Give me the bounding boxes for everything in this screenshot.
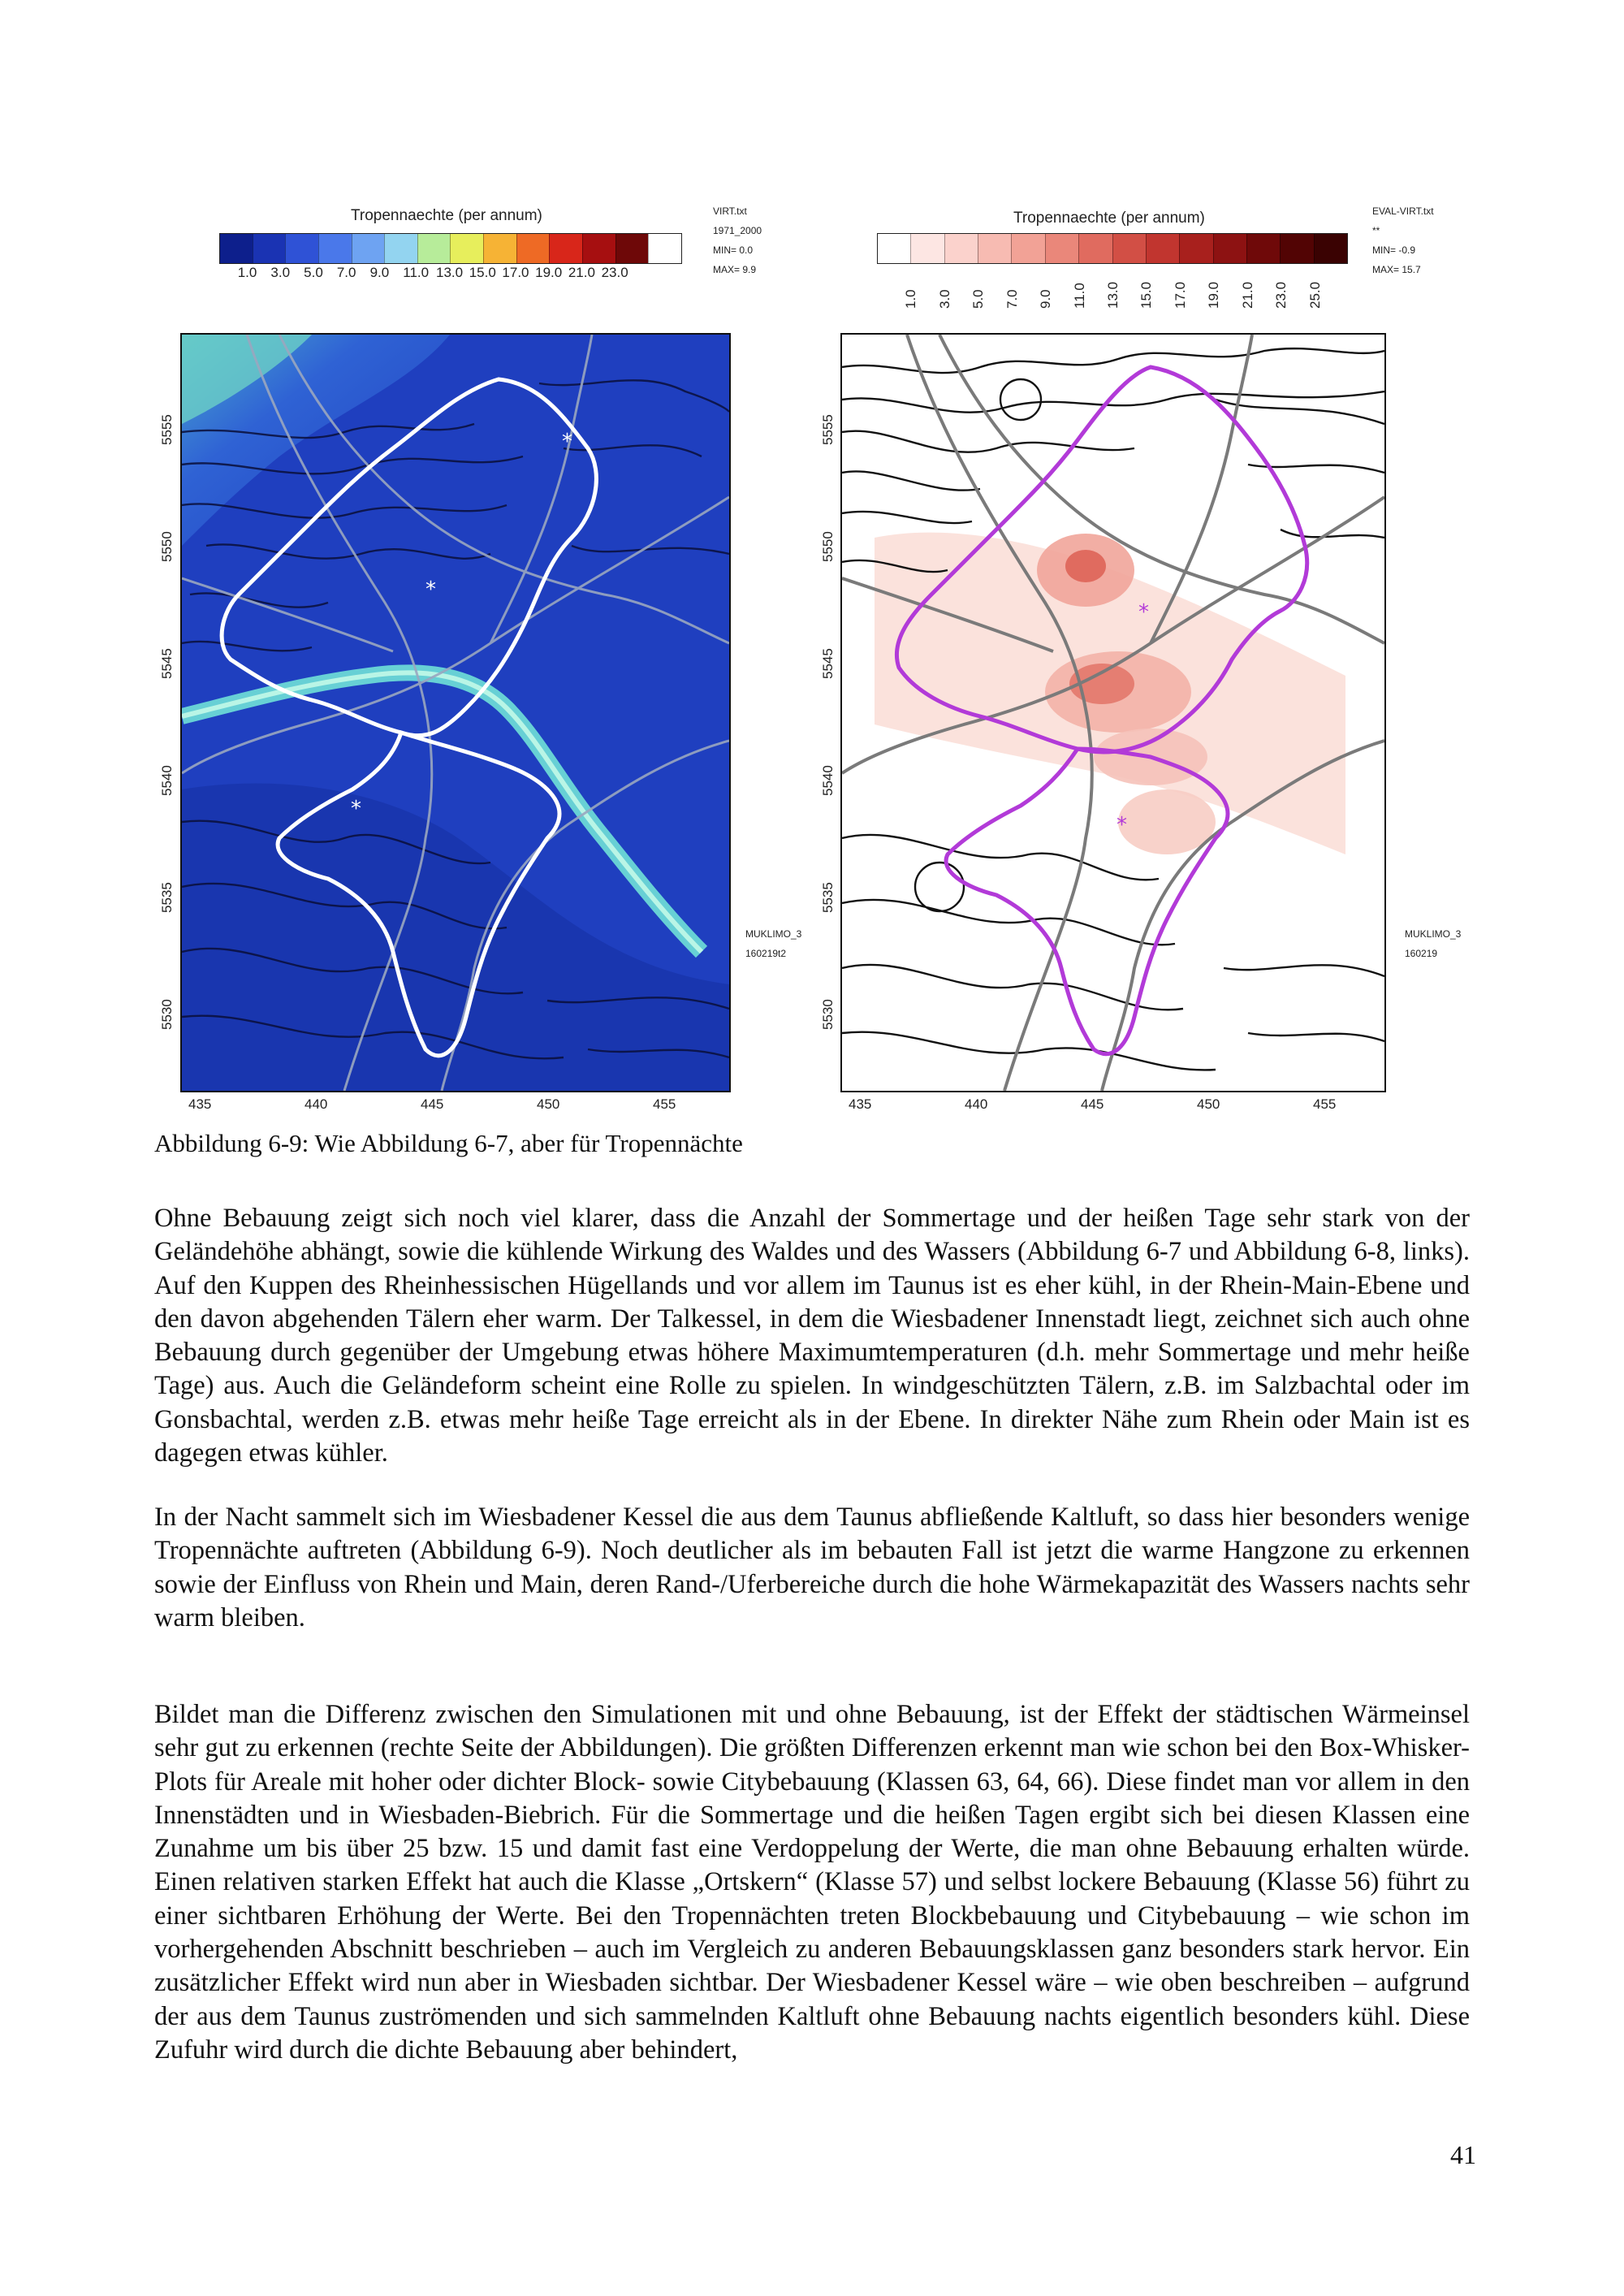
legend-label: 9.0	[369, 265, 390, 280]
legend-swatch	[1280, 234, 1313, 263]
legend-label: 1.0	[903, 289, 919, 309]
svg-text:*: *	[562, 430, 572, 454]
legend-label: 5.0	[304, 265, 323, 280]
left-x-tick: 450	[537, 1096, 560, 1112]
legend-label: 25.0	[1307, 281, 1323, 309]
left-y-tick: 5535	[159, 882, 175, 913]
right-x-tick: 455	[1313, 1096, 1337, 1112]
right-y-tick: 5545	[820, 648, 836, 679]
legend-label: 1.0	[237, 265, 257, 280]
left-y-tick: 5540	[159, 765, 175, 796]
legend-swatch	[978, 234, 1011, 263]
legend-swatch	[1011, 234, 1044, 263]
legend-swatch	[450, 234, 483, 263]
legend-label: 13.0	[1105, 281, 1121, 309]
legend-label: 21.0	[1239, 281, 1255, 309]
legend-swatch	[352, 234, 385, 263]
legend-swatch	[1314, 234, 1347, 263]
legend-label: 5.0	[970, 289, 987, 309]
legend-swatch	[582, 234, 615, 263]
legend-swatch	[1179, 234, 1212, 263]
paragraph-3: Bildet man die Differenz zwischen den Simulationen mit und ohne Bebauung, ist der Effekt der städtischen Wärmeinsel sehr gut zu erkennen (rechte Seite der Abbildungen). Die größten Differenzen erkennt man wie schon bei den Box-Whisker-Plots für Areale mit hoher oder dichter Block- sowie Citybebauung (Klassen 63, 64, 66). Diese findet man vor allem in den Innenstädten und in Wiesbaden-Biebrich. Für die Sommertage und die heißen Tagen ergibt sich bei diesen Klassen eine Zunahme um bis über 25 bzw. 15 und damit fast eine Verdoppelung der Werte, die man ohne Bebauung erhalten würde. Einen relativen starken Effekt hat auch die Klasse „Ortskern“ (Klasse 57) und selbst lockere Bebauung (Klasse 56) führt zu einer sichtbaren Erhöhung der Werte. Bei den Tropennächten treten Blockbebauung und Citybebauung – wie schon im vorhergehenden Abschnitt beschrieben – auch im Vergleich zu anderen Bebauungsklassen ganz besonders stark hervor. Ein zusätzlicher Effekt wird nun aber in Wiesbaden sichtbar. Der Wiesbadener Kessel wäre – wie oben beschreiben – aufgrund der aus dem Taunus zuströmenden und sich sammelnden Kaltluft ohne Bebauung nachts eigentlich besonders kühl. Diese Zufuhr wird durch die dichte Bebauung aber behindert,	[154, 1700, 1470, 2065]
paragraph-2: In der Nacht sammelt sich im Wiesbadener Kessel die aus dem Taunus abfließende Kaltluft, so dass hier besonders wenige Tropennächte auftreten (Abbildung 6-9). Noch deutlicher als im bebauten Fall ist jetzt die warme Hangzone zu erkennen sowie der Einfluss von Rhein und Main, deren Rand-/Uferbereiche durch die hohe Wärmekapazität des Wassers nachts sehr warm bleiben.	[154, 1503, 1470, 1632]
legend-swatch	[1213, 234, 1246, 263]
legend-label: 7.0	[1004, 289, 1020, 309]
legend-swatch	[1112, 234, 1146, 263]
right-y-tick: 5540	[820, 765, 836, 796]
right-meta-line: **	[1372, 225, 1380, 236]
legend-swatch	[615, 234, 649, 263]
legend-swatch	[910, 234, 944, 263]
legend-label: 7.0	[336, 265, 356, 280]
left-model-line: MUKLIMO_3	[745, 928, 802, 940]
left-meta-line: MIN= 0.0	[713, 244, 754, 256]
legend-label: 11.0	[403, 265, 430, 280]
legend-swatch	[253, 234, 286, 263]
left-meta-line: VIRT.txt	[713, 205, 747, 217]
right-model-line: MUKLIMO_3	[1405, 928, 1462, 940]
right-x-tick: 450	[1197, 1096, 1220, 1112]
legend-label: 3.0	[270, 265, 291, 280]
left-x-tick: 435	[188, 1096, 212, 1112]
legend-swatch	[220, 234, 253, 263]
left-legend-colorbar	[219, 233, 682, 264]
left-meta-line: MAX= 9.9	[713, 264, 757, 275]
right-x-tick: 445	[1081, 1096, 1104, 1112]
legend-label: 19.0	[1206, 281, 1222, 309]
legend-label: 19.0	[535, 265, 563, 280]
svg-text:*: *	[425, 577, 436, 602]
legend-label: 23.0	[601, 265, 628, 280]
right-map	[840, 333, 1386, 1092]
legend-label: 21.0	[568, 265, 595, 280]
right-map-graphic	[842, 335, 1384, 1091]
legend-swatch	[318, 234, 352, 263]
right-meta-line: EVAL-VIRT.txt	[1372, 205, 1434, 217]
left-y-tick: 5550	[159, 531, 175, 562]
svg-text:*: *	[1116, 813, 1127, 837]
left-x-tick: 440	[304, 1096, 328, 1112]
legend-swatch	[417, 234, 451, 263]
legend-label: 15.0	[1138, 281, 1155, 309]
legend-label: 15.0	[469, 265, 496, 280]
right-meta-line: MIN= -0.9	[1372, 244, 1416, 256]
left-meta-info	[713, 201, 762, 279]
left-model-line: 160219t2	[745, 948, 787, 959]
legend-swatch	[1078, 234, 1112, 263]
right-y-tick: 5555	[820, 414, 836, 445]
legend-swatch	[483, 234, 516, 263]
right-model-info	[1405, 924, 1461, 963]
left-map-graphic	[182, 335, 729, 1091]
right-legend-colorbar	[877, 233, 1348, 264]
legend-swatch	[285, 234, 318, 263]
legend-swatch	[648, 234, 681, 263]
right-x-tick: 440	[965, 1096, 988, 1112]
right-y-tick: 5550	[820, 531, 836, 562]
right-legend-title: Tropennaechte (per annum)	[1013, 210, 1205, 227]
left-x-tick: 455	[653, 1096, 676, 1112]
left-y-tick: 5530	[159, 999, 175, 1030]
legend-swatch	[516, 234, 550, 263]
right-meta-line: MAX= 15.7	[1372, 264, 1421, 275]
legend-label: 11.0	[1071, 283, 1087, 309]
legend-swatch	[384, 234, 417, 263]
paragraph-1: Ohne Bebauung zeigt sich noch viel klarer, dass die Anzahl der Sommertage und der heißen Tage sehr stark von der Geländehöhe abhängt, sowie die kühlende Wirkung des Waldes und des Wassers (Abbildung 6-7 und Abbildung 6-8, links). Auf den Kuppen des Rheinhessischen Hügellands und vor allem im Taunus ist es eher kühl, in der Rhein-Main-Ebene und den davon abgehenden Tälern eher warm. Der Talkessel, in dem die Wiesbadener Innenstadt liegt, zeichnet sich auch ohne Bebauung durch gegenüber der Umgebung etwas höhere Maximumtemperaturen (d.h. mehr Sommertage und mehr heiße Tage) aus. Auch die Geländeform scheint eine Rolle zu spielen. In windgeschützten Tälern, z.B. im Salzbachtal oder im Gonsbachtal, werden z.B. etwas mehr heiße Tage erreicht als in der Ebene. In direkter Nähe zum Rhein oder Main ist es dagegen etwas kühler.	[154, 1204, 1470, 1468]
left-meta-line: 1971_2000	[713, 225, 762, 236]
legend-swatch	[1146, 234, 1179, 263]
right-y-tick: 5535	[820, 882, 836, 913]
right-legend-labels	[877, 270, 1348, 318]
svg-text:*: *	[1138, 600, 1149, 625]
legend-label: 17.0	[1172, 281, 1188, 309]
left-model-info	[745, 924, 801, 963]
figure-caption: Abbildung 6-9: Wie Abbildung 6-7, aber für Tropennächte	[154, 1129, 743, 1157]
svg-text:*: *	[351, 797, 361, 821]
right-y-tick: 5530	[820, 999, 836, 1030]
legend-label: 17.0	[502, 265, 529, 280]
legend-label: 3.0	[936, 289, 952, 309]
legend-swatch	[549, 234, 582, 263]
legend-swatch	[1246, 234, 1280, 263]
left-map	[180, 333, 731, 1092]
left-legend-title: Tropennaechte (per annum)	[351, 207, 542, 224]
legend-swatch	[878, 234, 910, 263]
legend-label: 13.0	[436, 265, 464, 280]
left-y-tick: 5555	[159, 414, 175, 445]
left-legend-labels	[219, 265, 682, 284]
left-y-tick: 5545	[159, 648, 175, 679]
legend-label: 9.0	[1038, 289, 1054, 309]
legend-swatch	[944, 234, 978, 263]
legend-label: 23.0	[1273, 281, 1289, 309]
left-x-tick: 445	[421, 1096, 444, 1112]
legend-swatch	[1045, 234, 1078, 263]
right-meta-info	[1372, 201, 1434, 279]
page-number: 41	[1450, 2140, 1476, 2169]
right-model-line: 160219	[1405, 948, 1438, 959]
right-x-tick: 435	[849, 1096, 872, 1112]
